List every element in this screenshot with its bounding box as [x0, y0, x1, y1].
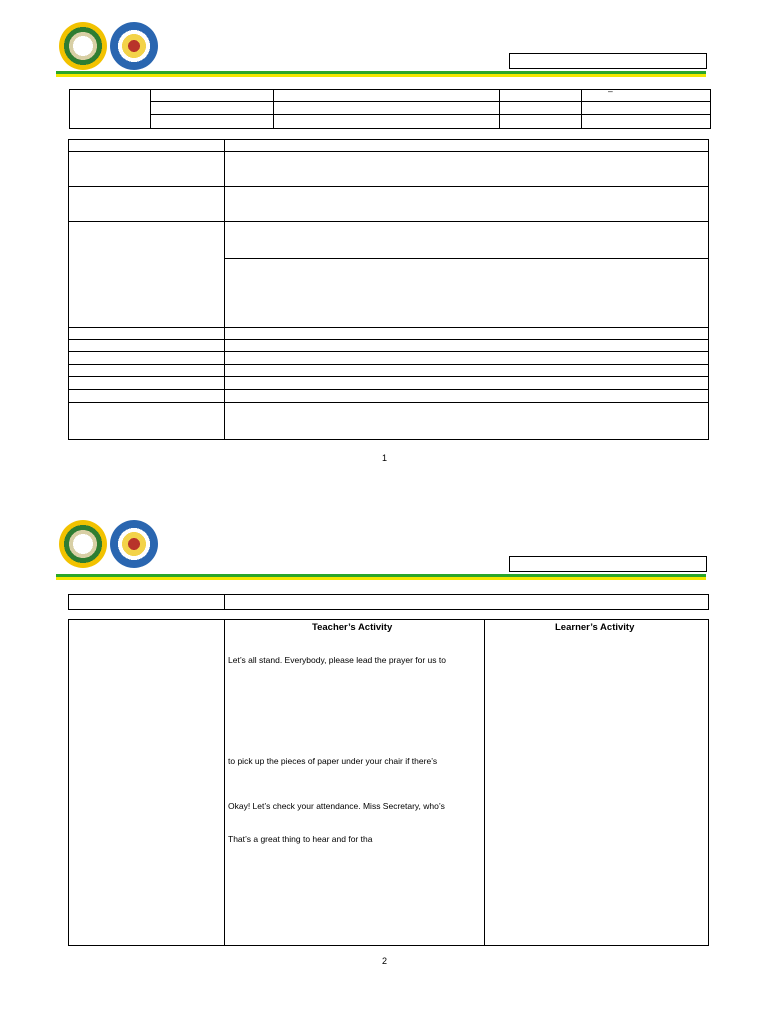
header-info-box	[509, 53, 707, 69]
teacher-line: to pick up the pieces of paper under your chair if there’s	[228, 756, 438, 766]
university-seal-icon	[59, 22, 107, 70]
header-yellow-rule	[56, 577, 706, 580]
learner-activity-header: Learner’s Activity	[555, 622, 635, 633]
header-dash: –	[608, 86, 613, 96]
university-seal-icon	[59, 520, 107, 568]
teacher-line: Let’s all stand. Everybody, please lead the prayer for us to	[228, 655, 446, 665]
header-info-box	[509, 556, 707, 572]
page-number: 2	[382, 956, 388, 966]
college-seal-icon	[110, 520, 158, 568]
teacher-activity-header: Teacher’s Activity	[312, 622, 393, 633]
teacher-line: Okay! Let’s check your attendance. Miss Secretary, who’s	[228, 801, 445, 811]
page-number: 1	[382, 453, 388, 463]
header-yellow-rule	[56, 74, 706, 77]
college-seal-icon	[110, 22, 158, 70]
teacher-line: That’s a great thing to hear and for tha	[228, 834, 373, 844]
